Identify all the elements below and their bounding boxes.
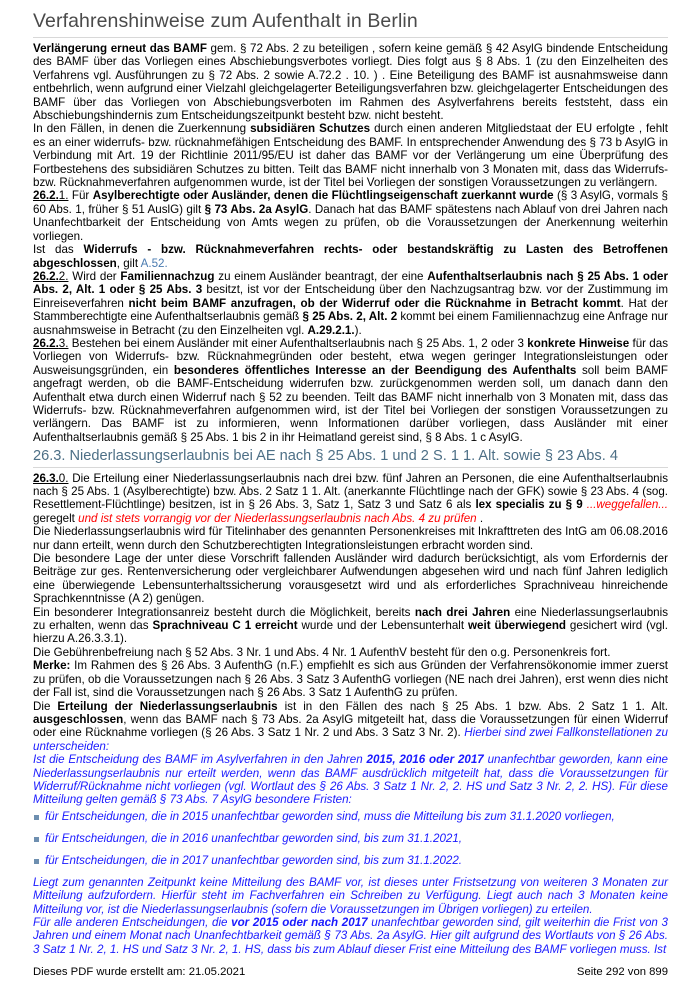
paragraph-no-notification: Liegt zum genannten Zeitpunkt keine Mitteilung des BAMF vor, ist dieses unter Fristsetzung von weiteren 3 Monaten zur Mitteilung aufzufordern. Hierfür steht im Fachverfahren ein Schreiben zu Verfügung. Liegt auch nach 3 Monaten keine Mitteilung vor, ist die Niederlassungserlaubnis (sofern die Voraussetzungen im Übrigen vorliegen) zu erteilen.: [33, 875, 668, 916]
amendment-text: und ist stets vorrangig vor der Niederlassungserlaubnis nach Abs. 4 zu prüfen: [78, 511, 477, 525]
paragraph-subsidiary-protection: In den Fällen, in denen die Zuerkennung subsidiären Schutzes durch einen anderen Mitgliedstaat der EU erfolgte , fehlt es an einer widerrufs- bzw. rücknahmefähigen Entscheidung des BAMF. In entsprechender Anwendung des § 73 b AsylG in Verbindung mit Art. 19 der Richtlinie 2011/95/EU ist daher das BAMF vor der Verlängerung um eine Überprüfung des Fortbestehens des subsidiären Schutzes zu bitten. Teilt das BAMF nicht innerhalb von 3 Monaten mit, dass das Widerrufs- bzw. Rücknahmeverfahren aufgenommen wurde, ist der Titel bei Vorliegen der sonstigen Voraussetzungen zu verlängern.: [33, 122, 668, 190]
section-number: 26.2.: [33, 336, 59, 350]
document-body: [33, 42, 668, 956]
creation-date: Dieses PDF wurde erstellt am: 21.05.2021: [33, 966, 246, 978]
removed-text-note: ...weggefallen...: [586, 498, 668, 512]
paragraph-merke: Merke: Im Rahmen des § 26 Abs. 3 AufenthG (n.F.) empfiehlt es sich aus Gründen der Verfahrensökonomie immer zuerst zu prüfen, ob die Voraussetzungen nach § 26 Abs. 3 Satz 3 AufenthG vorliegen (NE nach drei Jahren), erst wenn dies nicht der Fall ist, sind die Voraussetzungen nach § 26 Abs. 3 Satz 1 AufenthG zu prüfen.: [33, 659, 668, 700]
paragraph-26-2-2: 26.2.2. Wird der Familiennachzug zu einem Ausländer beantragt, der eine Aufenthaltserlaubnis nach § 25 Abs. 1 oder Abs. 2, Alt. 1 oder § 25 Abs. 3 besitzt, ist vor der Entscheidung über den Nachzugsantrag bzw. vor der Zustimmung im Einreiseverfahren nicht beim BAMF anzufragen, ob der Widerruf oder die Rücknahme in Betracht kommt. Hat der Stammberechtigte eine Aufenthaltserlaubnis gemäß § 25 Abs. 2, Alt. 2 kommt bei einem Familiennachzug eine Anfrage nur ausnahmsweise in Betracht (zu den Einzelheiten vgl. A.29.2.1.).: [33, 269, 668, 337]
section-number: 26.3.: [33, 471, 59, 485]
paragraph-26-3-0: 26.3.0. Die Erteilung einer Niederlassungserlaubnis nach drei bzw. fünf Jahren an Personen, die eine Aufenthaltserlaubnis nach § 25 Abs. 1 (Asylberechtigte) bzw. Abs. 2 Satz 1 1. Alt. (anerkannte Flüchtlinge nach der GFK) sowie § 23 Abs. 4 (sog. Resettlement-Flüchtlinge) besitzen, ist in § 26 Abs. 3, Satz 1, Satz 3 und Satz 6 als lex specialis zu § 9 ...weggefallen... geregelt und ist stets vorrangig vor der Niederlassungserlaubnis nach Abs. 4 zu prüfen .: [33, 471, 668, 525]
document-page: [33, 0, 668, 956]
deadline-list: [33, 810, 668, 868]
paragraph-revocation-closed: Ist das Widerrufs - bzw. Rücknahmeverfahren rechts- oder bestandskräftig zu Lasten des Betroffenen abgeschlossen, gilt A.52.: [33, 243, 669, 270]
paragraph-years-2015-2017: Ist die Entscheidung des BAMF im Asylverfahren in den Jahren 2015, 2016 oder 2017 unanfechtbar geworden, kann eine Niederlassungserlaubnis nur erteilt werden, wenn das BAMF ausdrücklich mitgeteilt hat, dass die Voraussetzungen für Widerruf/Rücknahme nicht vorliegen (vgl. Wortlaut des § 26 Abs. 3 Satz 1 Nr. 2, 2. HS und Satz 3 Nr. 2, 2. HS). Für diese Mitteilung gelten gemäß § 73 Abs. 7 AsylG besondere Fristen:: [33, 753, 668, 807]
paragraph-26-2-3: 26.2.3. Bestehen bei einem Ausländer mit einer Aufenthaltserlaubnis nach § 25 Abs. 1, 2 oder 3 konkrete Hinweise für das Vorliegen von Widerrufs- bzw. Rücknahmegründen oder besteht, etwa wegen geringer Integrationsleistungen oder Ausweisungsgründen, ein besonderes öffentliches Interesse an der Beendigung des Aufenthalts soll beim BAMF angefragt werden, ob die BAMF-Entscheidung widerrufen bzw. zurückgenommen werden soll, um danach dann den Aufenthalt etwa durch einen Widerruf nach § 52 zu beenden. Teilt das BAMF nicht innerhalb von 3 Monaten mit, dass das Widerrufs- bzw. Rücknahmeverfahren aufgenommen wird, ist der Titel bei Vorliegen der sonstigen Voraussetzungen zu verlängern. Das BAMF ist zu informieren, wenn Informationen darüber vorliegen, dass Ausländer mit einer Aufenthaltserlaubnis gemäß § 25 Abs. 1 bis 2 in ihr Heimatland gereist sind, § 8 Abs. 1 c AsylG.: [33, 336, 669, 444]
paragraph-exclusion: Die Erteilung der Niederlassungserlaubnis ist in den Fällen des nach § 25 Abs. 1 bzw. Abs. 2 Satz 1 1. Alt. ausgeschlossen, wenn das BAMF nach § 73 Abs. 2a AsylG mitgeteilt hat, dass die Voraussetzungen für einen Widerruf oder eine Rücknahme vorliegen (§ 26 Abs. 3 Satz 1 Nr. 2 und Abs. 3 Satz 3 Nr. 2). Hierbei sind zwei Fallkonstellationen zu unterscheiden:: [33, 699, 668, 753]
list-item: für Entscheidungen, die in 2015 unanfechtbar geworden sind, muss die Mitteilung bis zum 31.1.2020 vorliegen,: [33, 810, 668, 824]
reference-link-a52[interactable]: A.52.: [140, 256, 168, 270]
paragraph-special-situation: Die besondere Lage der unter diese Vorschrift fallenden Ausländer wird dadurch berücksichtigt, als vom Erfordernis der Beiträge zur ges. Rentenversicherung oder vergleichbarer Aufwendungen abgesehen wird und nach fünf Jahren lediglich eine überwiegende Lebensunterhaltssicherung vorausgesetzt wird und als erforderliches Sprachniveau hinreichende Sprachkenntnisse (A 2) genügen.: [33, 552, 668, 606]
paragraph-26-2-1: 26.2.1. Für Asylberechtigte oder Ausländer, denen die Flüchtlingseigenschaft zuerkannt wurde (§ 3 AsylG, vormals § 60 Abs. 1, früher § 51 AuslG) gilt § 73 Abs. 2a AsylG. Danach hat das BAMF spätestens nach Ablauf von drei Jahren nach Unanfechtbarkeit der Entscheidung von Amts wegen zu prüfen, ob die Voraussetzungen der Anerkennung weiterhin vorliegen.: [33, 189, 668, 243]
paragraph-bamf-renewal: Verlängerung erneut das BAMF gem. § 72 Abs. 2 zu beteiligen , sofern keine gemäß § 42 AsylG bindende Entscheidung des BAMF über das Vorliegen eines Abschiebungsverbotes vorliegt. Dies folgt aus § 8 Abs. 1 (zu den Einzelheiten des Verfahrens vgl. Ausführungen zu § 72 Abs. 2 sowie A.72.2 . 10. ) . Eine Beteiligung des BAMF ist ausnahmsweise dann entbehrlich, wenn aufgrund einer Vielzahl gleichgelagerter Beteiligungsverfahren bzw. gleichgelagerter Entscheidungen des BAMF über das Vorliegen von Abschiebungsverboten im Rahmen des Asylverfahrens bereits feststeht, dass ein Abschiebungshindernis zum Entscheidungszeitpunkt besteht bzw. nicht besteht.: [33, 42, 668, 123]
section-number: 26.2.: [33, 189, 59, 203]
paragraph-intg: Die Niederlassungserlaubnis wird für Titelinhaber des genannten Personenkreises mit Inkrafttreten des IntG am 06.08.2016 nur dann erteilt, wenn durch den Schutzberechtigten Integrationsleistungen erbracht worden sind.: [33, 525, 668, 552]
page-title: Verfahrenshinweise zum Aufenthalt in Berlin: [33, 10, 668, 38]
paragraph-fee-exemption: Die Gebührenbefreiung nach § 52 Abs. 3 Nr. 1 und Abs. 4 Nr. 1 AufenthV besteht für den o.g. Personenkreis fort.: [33, 645, 611, 659]
paragraph-integration-incentive: Ein besonderer Integrationsanreiz besteht durch die Möglichkeit, bereits nach drei Jahren eine Niederlassungserlaubnis zu erhalten, wenn das Sprachniveau C 1 erreicht wurde und der Lebensunterhalt weit überwiegend gesichert wird (vgl. hierzu A.26.3.3.1).: [33, 605, 668, 646]
page-number: Seite 292 von 899: [576, 966, 668, 978]
list-item: für Entscheidungen, die in 2016 unanfechtbar geworden sind, bis zum 31.1.2021,: [33, 832, 668, 846]
list-item: für Entscheidungen, die in 2017 unanfechtbar geworden sind, bis zum 31.1.2022.: [33, 854, 668, 868]
paragraph-other-decisions: Für alle anderen Entscheidungen, die vor 2015 oder nach 2017 unanfechtbar geworden sind, gilt weiterhin die Frist von 3 Jahren und einem Monat nach Unanfechtbarkeit gemäß § 73 Abs. 2a AsylG. Hier gilt aufgrund des Wortlauts von § 26 Abs. 3 Satz 1 Nr. 2, 1. HS und Satz 3 Nr. 2, 1. HS, dass bis zum Ablauf dieser Frist eine Mitteilung des BAMF vorliegen muss. Ist: [33, 915, 668, 956]
section-number: 26.2.: [33, 269, 59, 283]
section-heading-26-3: 26.3. Niederlassungserlaubnis bei AE nach § 25 Abs. 1 und 2 S. 1 1. Alt. sowie § 23 Abs. 4: [33, 450, 668, 467]
